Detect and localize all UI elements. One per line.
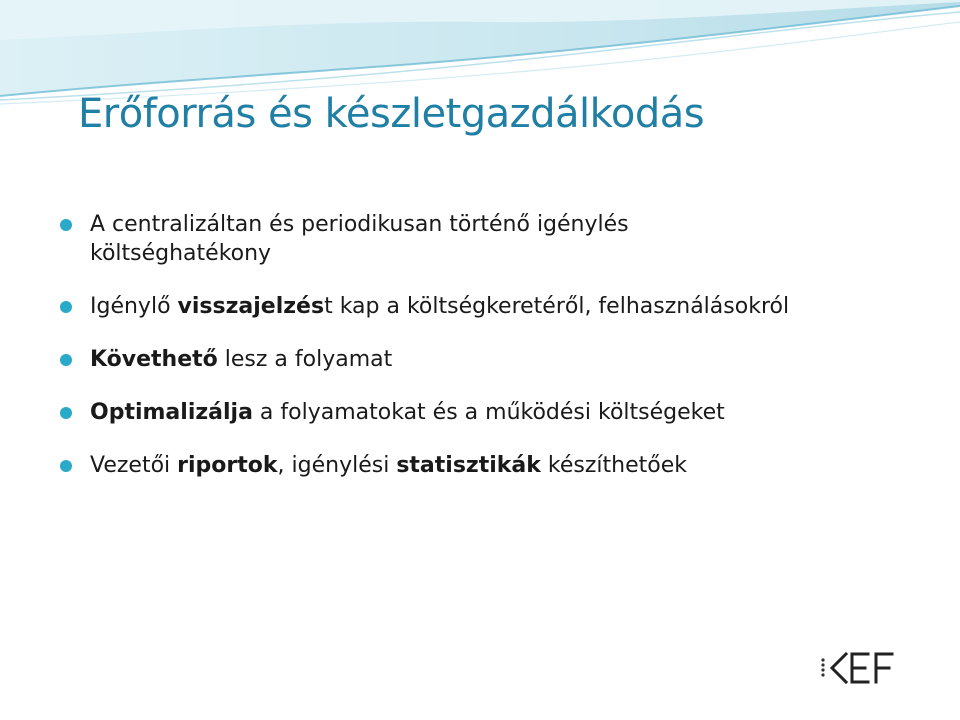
bullet-dot-icon	[60, 301, 72, 313]
bullet-item	[60, 292, 920, 321]
bullet-item	[60, 451, 920, 480]
bullet-text-bold: riportok	[177, 453, 278, 478]
bullet-text-bold: statisztikák	[396, 453, 541, 478]
bullet-list	[60, 210, 920, 480]
bullet-text-bold: Követhető	[90, 347, 218, 372]
bullet-text: készíthetőek	[540, 453, 687, 478]
bullet-item	[60, 345, 920, 374]
bullet-text: a folyamatokat és a működési költségeket	[252, 400, 725, 425]
bullet-text-continued: költséghatékony	[90, 241, 272, 266]
bullet-item	[60, 398, 920, 427]
bullet-text: t kap a költségkeretéről, felhasználásokról	[324, 294, 790, 319]
bullet-text: Vezetői	[90, 453, 178, 478]
bullet-text: lesz a folyamat	[217, 347, 393, 372]
bullet-item	[60, 210, 920, 268]
bullet-text: A centralizáltan és periodikusan történő igénylés	[90, 212, 629, 237]
bullet-text-bold: Optimalizálja	[90, 400, 253, 425]
slide-title: Erőforrás és készletgazdálkodás	[78, 91, 705, 137]
bullet-dot-icon	[60, 407, 72, 419]
bullet-dot-icon	[60, 354, 72, 366]
bullet-dot-icon	[60, 219, 72, 231]
bullet-text: , igénylési	[277, 453, 397, 478]
bullet-text: Igénylő	[90, 294, 178, 319]
bullet-text-bold: visszajelzés	[177, 294, 325, 319]
kef-logo	[820, 648, 900, 688]
bullet-dot-icon	[60, 460, 72, 472]
